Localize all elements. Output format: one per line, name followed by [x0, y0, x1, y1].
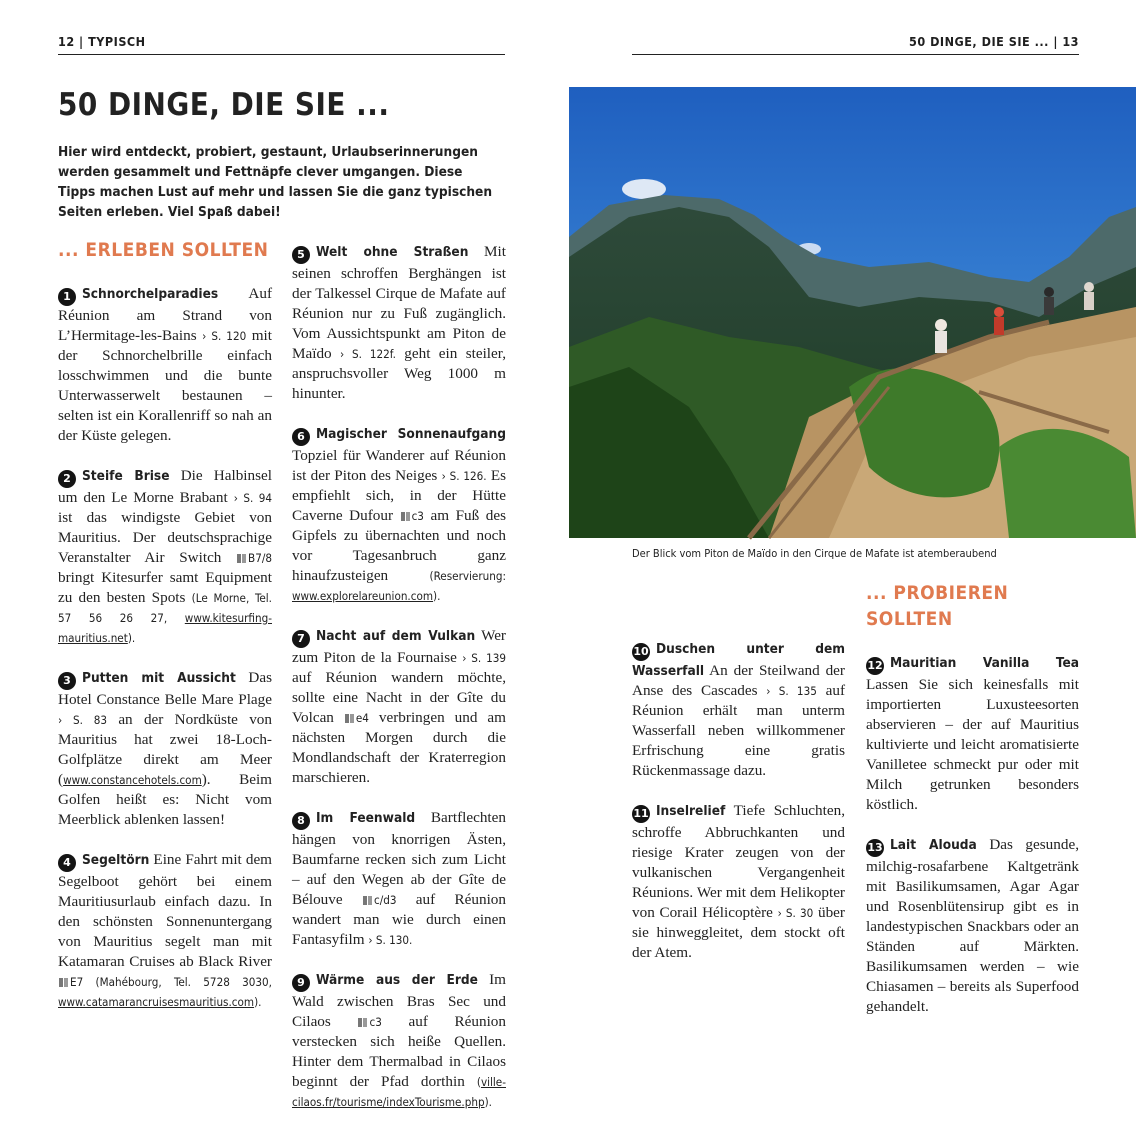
tip-text: An der Steilwand der Anse des Cascades [632, 662, 845, 699]
number-badge: 4 [58, 854, 76, 872]
tip-entry-2 [58, 466, 272, 648]
map-book-icon [59, 977, 68, 987]
tip-title: Welt ohne Straßen [316, 244, 469, 260]
page-reference: › S. 130. [368, 933, 413, 947]
tip-text: Das gesunde, milchig-rosafarbene Kaltgetränk mit Basilikumsamen, Agar Agar und Rosenblütensirup gibt es in landestypischen Snackbars oder an Ständen auf Märkten. Basilikumsamen werden – wie Chiasamen – bereits als Superfood gehandelt. [866, 836, 1079, 1015]
tip-text: Lassen Sie sich keinesfalls mit importierten Luxusteesorten abservieren – der auf Mauritius kultivierte und leicht aromatisierte Vanilletee schmeckt pur oder mit Milch getrunken besonders köstlich. [866, 676, 1079, 813]
number-badge: 12 [866, 657, 884, 675]
number-badge: 7 [292, 630, 310, 648]
running-head-right: 50 DINGE, DIE SIE ... | 13 [632, 34, 1079, 55]
number-badge: 6 [292, 428, 310, 446]
map-book-icon [345, 713, 354, 723]
map-reference: e4 [355, 711, 369, 725]
section-title-probieren: ... PROBIEREN SOLLTEN [866, 582, 1009, 630]
column-2 [292, 242, 506, 1132]
tip-text: auf Réunion verstecken sich heiße Quellen. Hinter dem Thermalbad in Cilaos beginnt der Pfad dorthin [292, 1013, 506, 1090]
map-reference: c3 [411, 509, 424, 523]
intro-text: Hier wird entdeckt, probiert, gestaunt, Urlaubserinnerungen werden gesammelt und Fettnäpfe clever umgangen. Diese Tipps machen Lust auf mehr und lassen Sie die ganz typischen Seiten erleben. Viel Spaß dabei! [58, 144, 493, 220]
tip-text: Das Hotel Constance Belle Mare Plage [58, 669, 273, 708]
tip-text: an der Nordküste von Mauritius hat zwei 18-Loch-Golfplätze direkt am Meer ( [58, 711, 272, 788]
page-reference: › S. 135 [766, 684, 817, 698]
tip-entry-8 [292, 808, 506, 950]
map-book-icon [237, 553, 246, 563]
tip-text: Es empfiehlt sich, in der Hütte Caverne Dufour [292, 467, 507, 524]
website-link[interactable]: www.explorelareunion.com [292, 589, 434, 603]
tip-text: geht ein steiler, anspruchsvoller Weg 1000 m hinunter. [292, 345, 506, 402]
tip-entry-3 [58, 668, 272, 830]
tip-entry-1 [58, 284, 272, 446]
number-badge: 10 [632, 643, 650, 661]
tip-entry-4 [58, 850, 272, 1012]
tip-entry-11 [632, 801, 845, 963]
page-reference: › S. 94 [233, 491, 272, 505]
tip-entry-12 [866, 653, 1079, 815]
contact-info: ). [127, 631, 136, 645]
tip-title: Steife Brise [82, 468, 170, 484]
page-reference: › S. 126. [441, 469, 487, 483]
contact-info: ). [254, 995, 262, 1009]
number-badge: 5 [292, 246, 310, 264]
page-reference: › S. 122f. [340, 347, 396, 361]
running-head-left: 12 | TYPISCH [58, 34, 505, 55]
column-1 [58, 237, 272, 1032]
contact-info: ( [476, 1075, 481, 1089]
tip-text: Auf Réunion am Strand von L’Hermitage-les-Bains [58, 285, 272, 344]
tip-entry-7 [292, 626, 506, 788]
tip-title: Magischer Sonnenaufgang [316, 426, 506, 442]
tip-title: Mauritian Vanilla Tea [890, 655, 1079, 671]
tip-text: Die Halbinsel um den Le Morne Brabant [58, 467, 272, 506]
number-badge: 13 [866, 839, 884, 857]
tip-title: Schnorchelparadies [82, 286, 219, 302]
column-3 [632, 585, 845, 983]
tip-title: Lait Alouda [890, 837, 977, 853]
website-link[interactable]: www.catamarancruisesmauritius.com [58, 995, 255, 1009]
tip-text: auf Réunion wandert man wie durch einen Fantasyfilm [292, 891, 506, 948]
tip-text: Tiefe Schluchten, schroffe Abbruchkanten und riesige Krater zeugen von der vulkanischen Vergangenheit Réunions. Wer mit dem Helikopter von Corail Hélicoptère [632, 802, 845, 921]
page-reference: › S. 139 [462, 651, 506, 665]
tip-title: Wärme aus der Erde [316, 972, 478, 988]
number-badge: 1 [58, 288, 76, 306]
tip-text: auf Réunion wandern möchte, sollte eine Nacht in der Gîte du Volcan [292, 669, 506, 726]
map-book-icon [401, 511, 410, 521]
tip-text: Eine Fahrt mit dem Segelboot gehört bei einem Mauritiusurlaub einfach dazu. In den schönsten Sonnenuntergang von Mauritius segelt man mit Katamaran Cruises ab Black River [58, 851, 272, 970]
map-reference: E7 [70, 975, 84, 989]
tip-title: Segeltörn [82, 852, 150, 868]
tip-text: bringt Kitesurfer samt Equipment zu den besten Spots [58, 569, 272, 606]
tip-text: ist das windigste Gebiet von Mauritius. Der deutschsprachige Veranstalter Air Switch [58, 509, 272, 566]
map-reference: c/d3 [373, 893, 397, 907]
page-reference: › S. 30 [777, 906, 814, 920]
contact-info: (Mahébourg, Tel. 5728 3030, [83, 975, 272, 989]
tip-entry-10 [632, 639, 845, 781]
tip-title: Inselrelief [656, 803, 726, 819]
contact-info: (Le Morne, Tel. 57 56 26 27, [58, 591, 272, 625]
map-reference: c3 [369, 1015, 382, 1029]
tip-text: Topziel für Wanderer auf Réunion ist der Piton des Neiges [292, 447, 506, 484]
tip-text: Im Wald zwischen Bras Sec und Cilaos [292, 971, 506, 1030]
contact-info: ). [433, 589, 441, 603]
tip-text: mit der Schnorchelbrille einfach losschwimmen und die bunte Unterwasserwelt bestaunen – selten ist ein Korallenriff so nah an der Küste gelegen. [58, 327, 272, 444]
tip-text: verbringen und am nächsten Morgen durch die Mondlandschaft der Kraterregion marschieren. [292, 709, 506, 786]
tip-text: ). Beim Golfen heißt es: Nicht vom Meerblick ablenken lassen! [58, 771, 272, 828]
tip-text: Wer zum Piton de la Fournaise [292, 627, 506, 666]
map-book-icon [358, 1017, 367, 1027]
number-badge: 2 [58, 470, 76, 488]
website-link[interactable]: www.kitesurfing-mauritius.net [58, 611, 272, 645]
tip-entry-6 [292, 424, 506, 606]
tip-title: Im Feenwald [316, 810, 416, 826]
number-badge: 11 [632, 805, 650, 823]
tip-text: Bartflechten hängen von knorrigen Ästen, Baumfarne recken sich zum Licht – auf den Wegen ab der Gîte de Bélouve [292, 809, 506, 908]
page-reference: › S. 83 [58, 713, 108, 727]
tip-text: auf Réunion erhält man unterm Wasserfall neben willkommener Erfrischung eine gratis Rückenmassage dazu. [632, 682, 845, 779]
tip-entry-9 [292, 970, 506, 1112]
tip-entry-13 [866, 835, 1079, 1017]
tip-title: Putten mit Aussicht [82, 670, 236, 686]
photo-caption: Der Blick vom Piton de Maïdo in den Cirque de Mafate ist atemberaubend [632, 547, 997, 560]
number-badge: 9 [292, 974, 310, 992]
page-reference: › S. 120 [202, 329, 247, 343]
number-badge: 8 [292, 812, 310, 830]
contact-info: (Reservierung: [429, 569, 506, 583]
tip-title: Duschen unter dem Wasserfall [632, 641, 845, 679]
tip-text: Mit seinen schroffen Berghängen ist der Talkessel Cirque de Mafate auf Réunion nur zu Fuß zugänglich. Vom Aussichtspunkt am Piton de Maïdo [292, 243, 506, 362]
tip-text: am Fuß des Gipfels zu übernachten und noch vor Tagesanbruch ganz hinaufzusteigen [292, 507, 507, 584]
map-reference: B7/8 [248, 551, 272, 565]
section-title-erleben: ... ERLEBEN SOLLTEN [58, 239, 269, 261]
number-badge: 3 [58, 672, 76, 690]
landscape-photo [569, 87, 1136, 538]
website-link[interactable]: ville-cilaos.fr/tourisme/indexTourisme.php [292, 1075, 506, 1109]
map-book-icon [363, 895, 372, 905]
tip-text: über sie hinweggleitet, dem stockt oft der Atem. [632, 904, 845, 961]
website-link[interactable]: www.constancehotels.com [63, 773, 202, 787]
column-4 [866, 580, 1079, 1037]
page-title: 50 DINGE, DIE SIE ... [58, 87, 390, 123]
contact-info: ). [484, 1095, 492, 1109]
tip-entry-5 [292, 242, 506, 404]
tip-title: Nacht auf dem Vulkan [316, 628, 476, 644]
